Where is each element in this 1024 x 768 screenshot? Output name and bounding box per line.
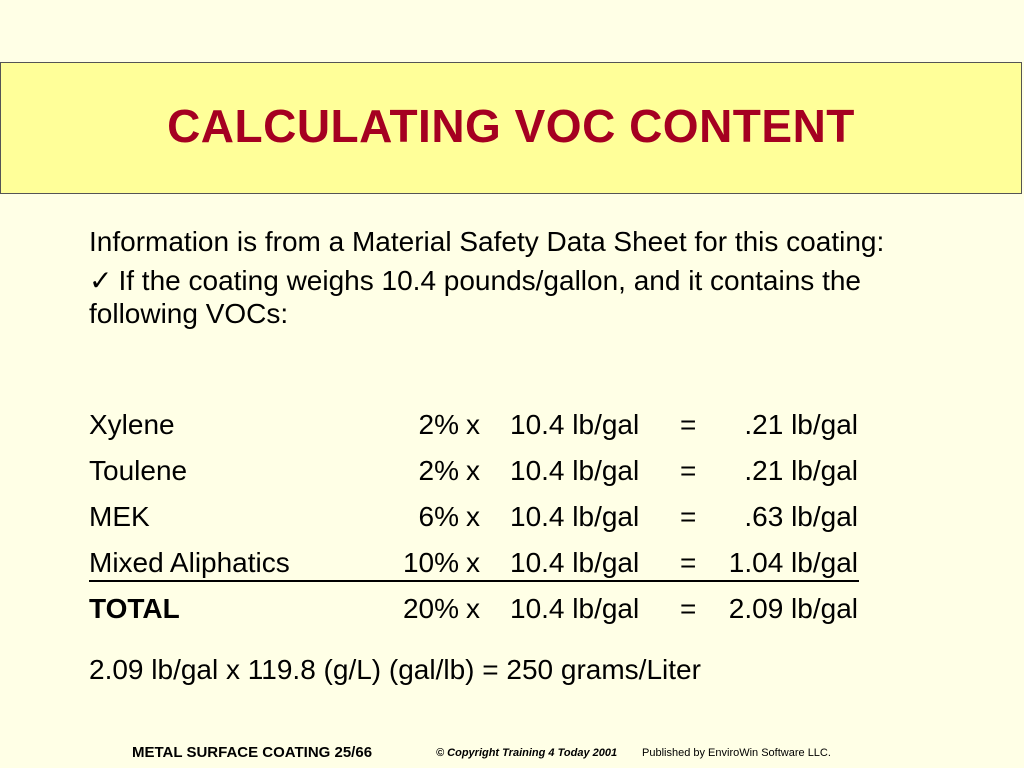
voc-row-mixed-aliphatics xyxy=(89,540,869,586)
coating-weight: 10.4 lb/gal xyxy=(510,409,640,440)
multiply-sign: x xyxy=(466,593,480,624)
course-page-label: METAL SURFACE COATING 25/66 xyxy=(132,744,373,761)
voc-name: Xylene xyxy=(89,409,175,440)
publisher-text: Published by EnviroWin Software LLC. xyxy=(642,747,831,759)
voc-percent: 20% xyxy=(402,593,459,624)
voc-name: Toulene xyxy=(89,455,188,486)
title-banner xyxy=(0,62,1022,194)
voc-result: .21 lb/gal xyxy=(744,455,858,486)
voc-row-mek xyxy=(89,494,869,540)
slide-footer xyxy=(0,742,1024,766)
intro-line: Information is from a Material Safety Data Sheet for this coating: xyxy=(89,226,885,257)
total-label: TOTAL xyxy=(89,593,180,624)
bullet-text: If the coating weighs 10.4 pounds/gallon, and it contains the following VOCs: xyxy=(89,265,861,329)
equals-sign: = xyxy=(680,501,697,532)
coating-weight: 10.4 lb/gal xyxy=(510,455,640,486)
voc-percent: 6% xyxy=(418,501,459,532)
voc-result: 1.04 lb/gal xyxy=(728,547,858,578)
voc-row-xylene xyxy=(89,402,869,448)
conversion-formula: 2.09 lb/gal x 119.8 (g/L) (gal/lb) = 250 grams/Liter xyxy=(89,654,701,685)
intro-text xyxy=(89,225,969,330)
voc-table xyxy=(89,402,869,632)
multiply-sign: x xyxy=(466,409,480,440)
equals-sign: = xyxy=(680,547,697,578)
equals-sign: = xyxy=(680,593,697,624)
voc-result: 2.09 lb/gal xyxy=(728,593,858,624)
voc-name: Mixed Aliphatics xyxy=(89,547,290,578)
multiply-sign: x xyxy=(466,547,480,578)
bullet-item xyxy=(89,264,969,330)
slide-title: CALCULATING VOC CONTENT xyxy=(167,100,855,152)
voc-percent: 10% xyxy=(402,547,459,578)
copyright-text: © Copyright Training 4 Today 2001 xyxy=(436,747,618,759)
multiply-sign: x xyxy=(466,455,480,486)
voc-row-total xyxy=(89,586,869,632)
voc-result: .21 lb/gal xyxy=(744,409,858,440)
voc-percent: 2% xyxy=(418,455,459,486)
checkmark-icon: ✓ xyxy=(89,265,113,296)
coating-weight: 10.4 lb/gal xyxy=(510,593,640,624)
voc-percent: 2% xyxy=(418,409,459,440)
equals-sign: = xyxy=(680,455,697,486)
voc-row-toulene xyxy=(89,448,869,494)
coating-weight: 10.4 lb/gal xyxy=(510,547,640,578)
voc-name: MEK xyxy=(89,501,150,532)
voc-result: .63 lb/gal xyxy=(744,501,858,532)
equals-sign: = xyxy=(680,409,697,440)
multiply-sign: x xyxy=(466,501,480,532)
coating-weight: 10.4 lb/gal xyxy=(510,501,640,532)
